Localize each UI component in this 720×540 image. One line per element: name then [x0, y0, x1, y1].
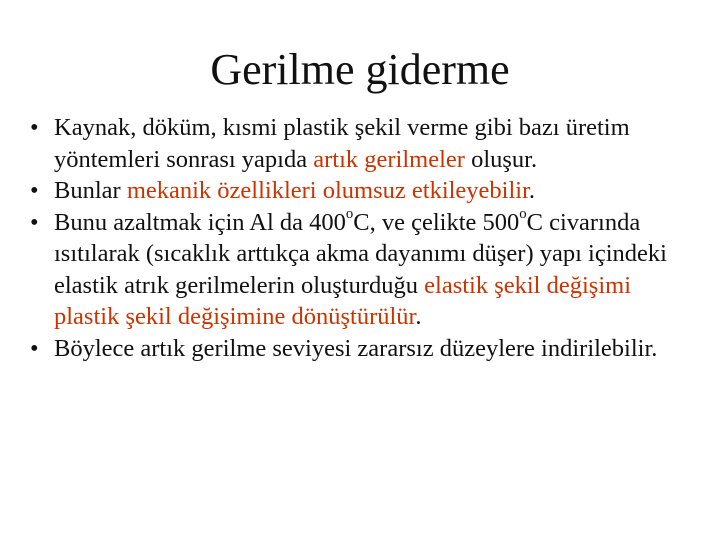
bullet-text: oluşur. [464, 145, 538, 173]
degree-superscript: o [345, 206, 354, 223]
bullet-list [30, 112, 700, 364]
highlighted-text: artık gerilmeler [313, 145, 465, 173]
degree-superscript: o [519, 206, 527, 223]
bullet-text: Kaynak, döküm, kısmi plastik şekil verme gibi bazı üretim yöntemleri sonrası yapıda [54, 114, 630, 173]
bullet-dot: • [30, 177, 39, 204]
bullet-item [30, 333, 700, 365]
bullet-text: . [415, 303, 422, 330]
bullet-item [30, 175, 700, 207]
bullet-dot: • [30, 334, 39, 362]
bullet-text: C, ve çelikte 500 [353, 208, 520, 236]
slide-title: Gerilme giderme [210, 45, 510, 94]
bullet-text: . [528, 177, 536, 204]
bullet-text: Böylece artık gerilme seviyesi zararsız düzeylere indirilebilir. [54, 334, 658, 362]
bullet-text: C civarında ısıtılarak (sıcaklık arttıkça akma dayanımı düşer) yapı içindeki elastik atrık gerilmelerin oluşturduğu [54, 208, 667, 299]
bullet-dot: • [30, 114, 39, 141]
bullet-item [30, 207, 700, 333]
highlighted-text: mekanik özellikleri olumsuz etkileyebilir [126, 177, 529, 204]
bullet-text: Bunu azaltmak için Al da 400 [54, 208, 346, 236]
highlighted-text: elastik şekil değişimi plastik şekil değişimine dönüştürülür [54, 271, 632, 330]
bullet-text: Bunlar [54, 177, 127, 204]
bullet-dot: • [30, 208, 39, 236]
bullet-item [30, 112, 700, 175]
